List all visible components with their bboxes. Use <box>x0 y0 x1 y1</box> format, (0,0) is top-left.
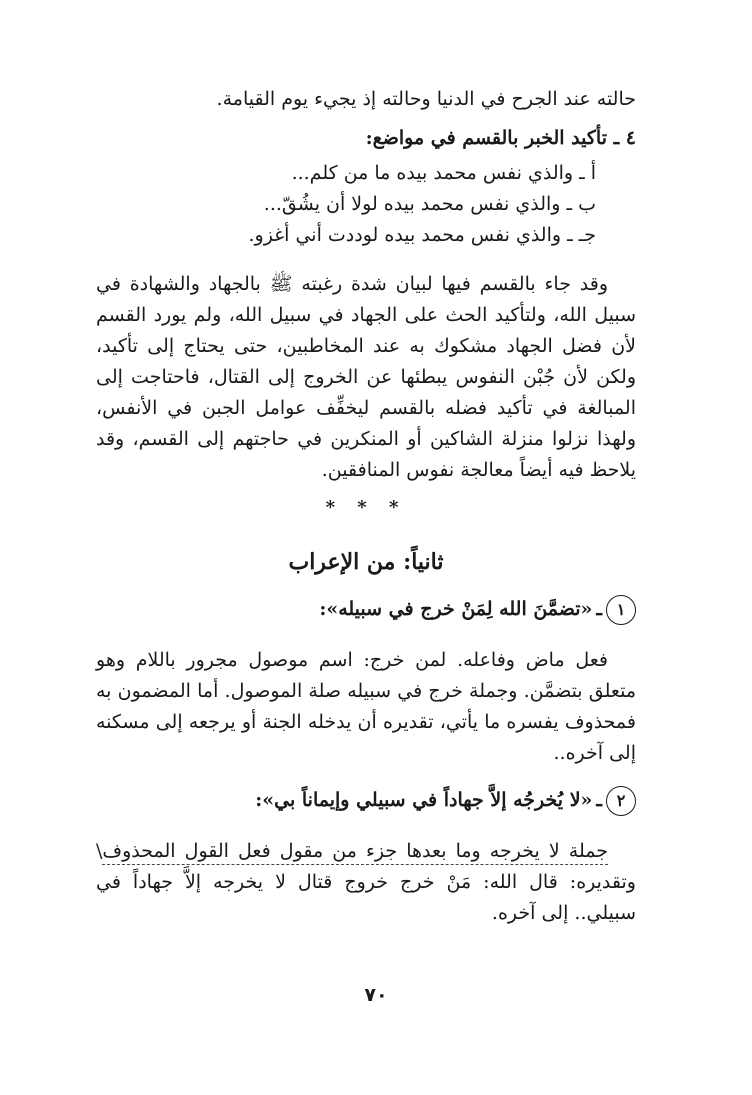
point-4-heading: ٤ ـ تأكيد الخبر بالقسم في مواضع: <box>365 127 636 149</box>
oath-list-item-b: ب ـ والذي نفس محمد بيده لولا أن يشُقّ... <box>263 193 596 215</box>
page-number: ٧٠ <box>364 984 388 1006</box>
oath-list-item-c: جـ ـ والذي نفس محمد بيده لوددت أني أغزو. <box>248 224 596 246</box>
parsing-item-2-head <box>96 785 636 816</box>
opening-line: حالته عند الجرح في الدنيا وحالته إذ يجيء يوم القيامة. <box>216 88 636 110</box>
parsing-item-2-body <box>96 836 636 929</box>
parsing-item-2-rest: وتقديره: قال الله: مَنْ خرج خروج قتال لا يخرجه إلاَّ جهاداً في سبيلي.. إلى آخره. <box>96 871 636 924</box>
handwritten-underline-text: جملة لا يخرجه وما بعدها جزء من مقول فعل القول المحذوف <box>102 840 608 865</box>
parsing-item-1-head <box>96 594 636 625</box>
oath-list <box>96 158 596 251</box>
parsing-item-2-quote: «لا يُخرجُه إلاَّ جهاداً في سبيلي وإيماناً بي»: <box>255 789 593 811</box>
document-page <box>96 84 636 929</box>
dash: ـ <box>596 598 602 620</box>
section-divider: * * * <box>325 497 407 518</box>
dash: ـ <box>596 789 602 811</box>
parsing-item-1-body: فعل ماض وفاعله. لمن خرج: اسم موصول مجرور باللام وهو متعلق بتضمَّن. وجملة خرج في سبيله صلة الموصول. أما المضمون به فمحذوف يفسره ما يأتي، تقديره أن يدخله الجنة أو يرجعه إلى مسكنه إلى آخره.. <box>96 649 636 764</box>
item-number-badge: ١ <box>606 595 636 625</box>
handwritten-mark: \ <box>96 840 103 862</box>
item-number-badge: ٢ <box>606 786 636 816</box>
section-title: ثانياً: من الإعراب <box>288 549 444 575</box>
parsing-item-1-quote: «تضمَّنَ الله لِمَنْ خرج في سبيله»: <box>319 598 593 620</box>
explanation-paragraph: وقد جاء بالقسم فيها لبيان شدة رغبته ﷺ بالجهاد والشهادة في سبيل الله، ولتأكيد الحث على الجهاد في سبيل الله، ولم يورد القسم لأن فضل الجهاد مشكوك به عند المخاطبين، حتى يحتاج إلى تأكيد، ولكن لأن جُبْن النفوس يبطئها عن الخروج إلى القتال، فاحتاجت إلى المبالغة في تأكيد فضله بالقسم ليخفِّف عوامل الجبن في الأنفس، ولهذا نزلوا منزلة الشاكين أو المنكرين في حاجتهم إلى القسم، وقد يلاحظ فيه أيضاً معالجة نفوس المنافقين. <box>96 273 636 481</box>
oath-list-item-a: أ ـ والذي نفس محمد بيده ما من كلم... <box>291 162 596 184</box>
